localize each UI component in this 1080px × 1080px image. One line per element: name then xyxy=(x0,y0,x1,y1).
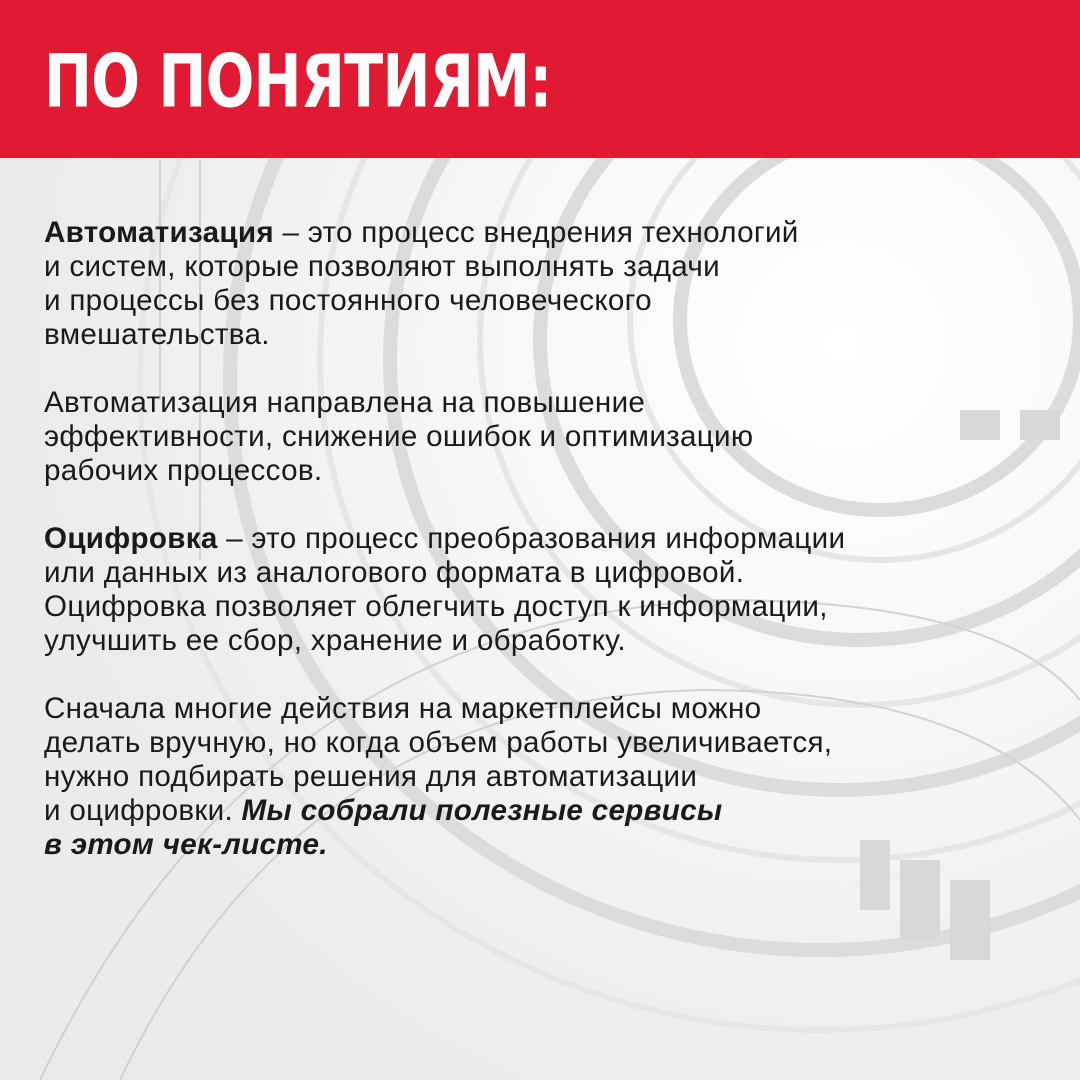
line-text: и процессы без постоянного человеческого xyxy=(44,284,652,317)
text-line xyxy=(44,692,1034,726)
text-line xyxy=(44,250,1034,284)
line-text: делать вручную, но когда объем работы увеличивается, xyxy=(44,726,833,759)
text-line xyxy=(44,556,1034,590)
emphasis-text: Мы собрали полезные сервисы xyxy=(241,794,723,827)
text-line xyxy=(44,216,1034,250)
paragraph-3 xyxy=(44,522,1034,658)
line-text: вмешательства. xyxy=(44,318,270,351)
line-text: улучшить ее сбор, хранение и обработку. xyxy=(44,624,626,657)
line-text: и оцифровки. xyxy=(44,794,242,827)
text-line xyxy=(44,760,1034,794)
line-text: рабочих процессов. xyxy=(44,454,323,487)
text-line xyxy=(44,522,1034,556)
line-text: – это процесс внедрения технологий xyxy=(273,216,799,249)
text-line xyxy=(44,386,1034,420)
text-line xyxy=(44,454,1034,488)
paragraph-1 xyxy=(44,216,1034,352)
text-line xyxy=(44,794,1034,828)
term-bold: Оцифровка xyxy=(44,522,218,555)
header-banner xyxy=(0,0,1080,158)
text-line xyxy=(44,590,1034,624)
text-line xyxy=(44,726,1034,760)
emphasis-text: в этом чек-листе. xyxy=(44,828,328,861)
line-text: или данных из аналогового формата в цифровой. xyxy=(44,556,745,589)
line-text: Сначала многие действия на маркетплейсы можно xyxy=(44,692,762,725)
text-line xyxy=(44,420,1034,454)
text-line xyxy=(44,828,1034,862)
line-text: и систем, которые позволяют выполнять задачи xyxy=(44,250,720,283)
line-text: эффективности, снижение ошибок и оптимизацию xyxy=(44,420,754,453)
page-title: ПО ПОНЯТИЯМ: xyxy=(44,38,552,125)
line-text: Оцифровка позволяет облегчить доступ к информации, xyxy=(44,590,828,623)
text-line xyxy=(44,318,1034,352)
term-bold: Автоматизация xyxy=(44,216,274,249)
definitions-text xyxy=(44,216,1034,896)
text-line xyxy=(44,624,1034,658)
paragraph-4 xyxy=(44,692,1034,862)
text-line xyxy=(44,284,1034,318)
paragraph-2 xyxy=(44,386,1034,488)
line-text: нужно подбирать решения для автоматизации xyxy=(44,760,698,793)
line-text: – это процесс преобразования информации xyxy=(217,522,846,555)
line-text: Автоматизация направлена на повышение xyxy=(44,386,646,419)
